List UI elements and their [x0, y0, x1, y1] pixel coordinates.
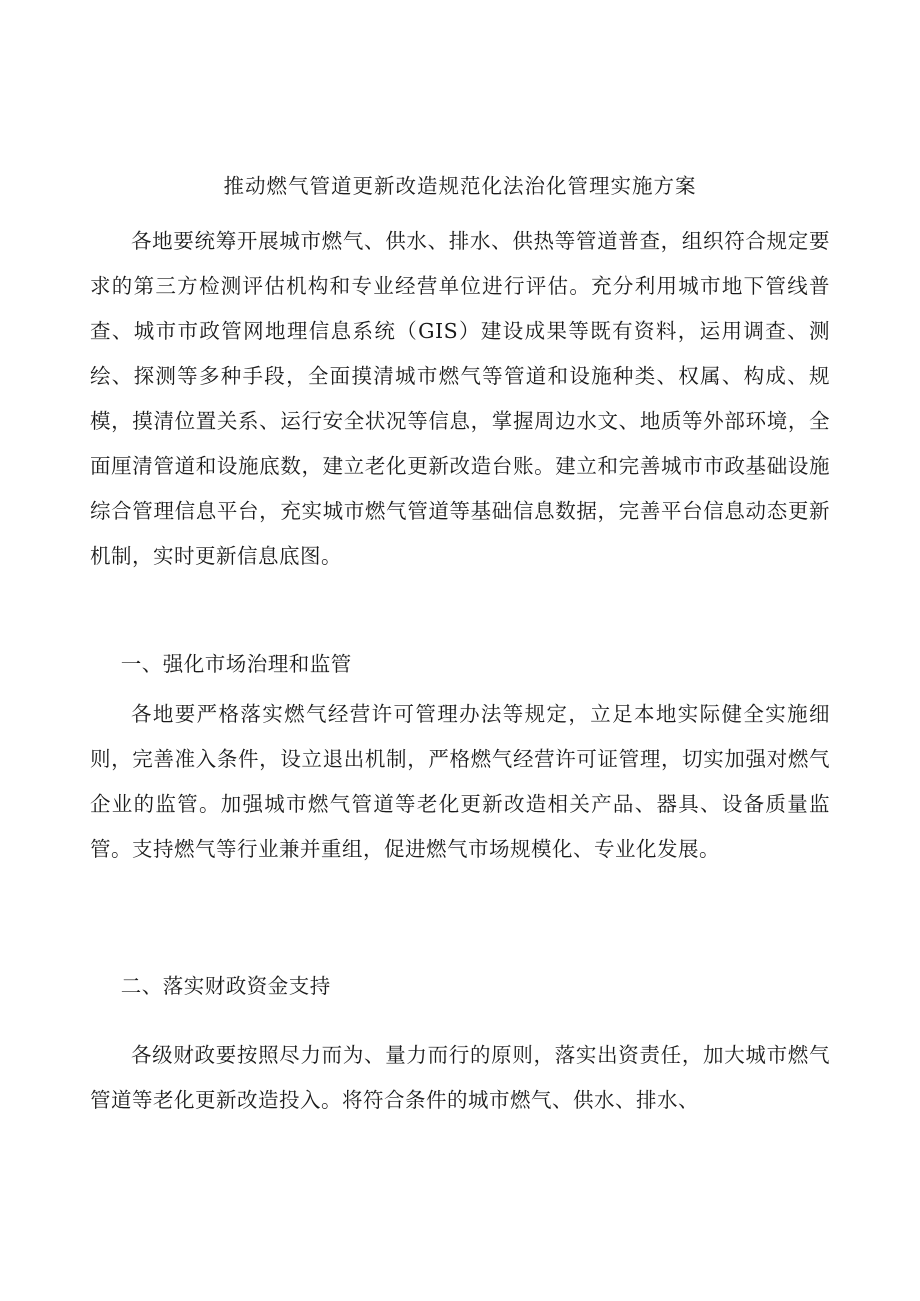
paragraph-pipeline-survey: 各地要统筹开展城市燃气、供水、排水、供热等管道普查，组织符合规定要求的第三方检测评估机构和专业经营单位进行评估。充分利用城市地下管线普查、城市市政管网地理信息系统（GIS）建设成果等既有资料，运用调查、测绘、探测等多种手段，全面摸清城市燃气等管道和设施种类、权属、构成、规模，摸清位置关系、运行安全状况等信息，掌握周边水文、地质等外部环境，全面厘清管道和设施底数，建立老化更新改造台账。建立和完善城市市政基础设施综合管理信息平台，充实城市燃气管道等基础信息数据，完善平台信息动态更新机制，实时更新信息底图。	[90, 229, 830, 568]
document-title: 推动燃气管道更新改造规范化法治化管理实施方案	[223, 174, 697, 198]
section-heading-market-regulation: 一、强化市场治理和监管	[120, 652, 352, 676]
paragraph-market-regulation: 各地要严格落实燃气经营许可管理办法等规定，立足本地实际健全实施细则，完善准入条件，设立退出机制，严格燃气经营许可证管理，切实加强对燃气企业的监管。加强城市燃气管道等老化更新改造相关产品、器具、设备质量监管。支持燃气等行业兼并重组，促进燃气市场规模化、专业化发展。	[90, 702, 830, 861]
paragraph-financial-support: 各级财政要按照尽力而为、量力而行的原则，落实出资责任，加大城市燃气管道等老化更新改造投入。将符合条件的城市燃气、供水、排水、	[90, 1043, 830, 1112]
section-heading-financial-support: 二、落实财政资金支持	[120, 974, 331, 998]
